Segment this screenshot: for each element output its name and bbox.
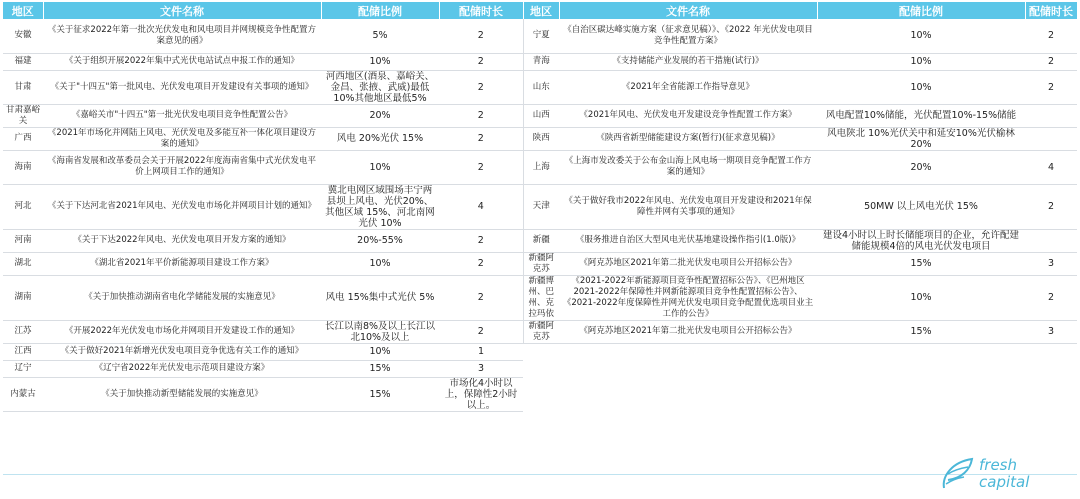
file-name-cell: 《关于加快推动湖南省电化学储能发展的实施意见》 bbox=[43, 275, 321, 320]
file-name-cell: 《自治区碳达峰实施方案（征求意见稿）》、《2022 年光伏发电项目竞争性配置方案》 bbox=[559, 19, 817, 53]
storage-ratio-cell: 20%-55% bbox=[321, 229, 439, 252]
file-name-cell: 《服务推进自治区大型风电光伏基地建设操作指引(1.0版)》 bbox=[559, 229, 817, 252]
table-row bbox=[3, 70, 1077, 104]
storage-ratio-cell: 长江以南8%及以上长江以北10%及以上 bbox=[321, 320, 439, 343]
header-storage-ratio: 配储比例 bbox=[817, 2, 1025, 19]
file-name-cell: 《关于下达2022年风电、光伏发电项目开发方案的通知》 bbox=[43, 229, 321, 252]
header-storage-ratio: 配储比例 bbox=[321, 2, 439, 19]
header-storage-duration: 配储时长 bbox=[439, 2, 523, 19]
storage-duration-cell: 2 bbox=[439, 70, 523, 104]
region-cell: 湖南 bbox=[3, 275, 43, 320]
storage-duration-cell: 2 bbox=[439, 320, 523, 343]
table-row bbox=[3, 320, 1077, 343]
file-name-cell: 《支持储能产业发展的若干措施(试行)》 bbox=[559, 53, 817, 70]
region-cell: 广西 bbox=[3, 127, 43, 150]
region-cell: 河南 bbox=[3, 229, 43, 252]
file-name-cell: 《2021年全省能源工作指导意见》 bbox=[559, 70, 817, 104]
fresh-capital-logo bbox=[938, 454, 1030, 494]
header-row bbox=[3, 2, 1077, 19]
file-name-cell: 《2021年风电、光伏发电开发建设竞争性配置工作方案》 bbox=[559, 104, 817, 127]
header-file-name: 文件名称 bbox=[559, 2, 817, 19]
storage-ratio-cell: 风电陕北 10%光伏关中和延安10%光伏榆林20% bbox=[817, 127, 1025, 150]
footer-divider bbox=[3, 474, 1077, 475]
storage-duration-cell: 2 bbox=[439, 252, 523, 275]
storage-ratio-cell: 15% bbox=[321, 360, 439, 377]
leaf-logo-icon bbox=[938, 456, 976, 492]
header-region: 地区 bbox=[3, 2, 43, 19]
empty-cell bbox=[523, 377, 1077, 411]
storage-duration-cell: 2 bbox=[439, 127, 523, 150]
region-cell: 宁夏 bbox=[523, 19, 559, 53]
header-file-name: 文件名称 bbox=[43, 2, 321, 19]
header-storage-duration: 配储时长 bbox=[1025, 2, 1077, 19]
storage-ratio-cell: 10% bbox=[321, 343, 439, 360]
logo-text-fresh: fresh bbox=[979, 456, 1017, 474]
file-name-cell: 《关于组织开展2022年集中式光伏电站试点申报工作的通知》 bbox=[43, 53, 321, 70]
file-name-cell: 《关于下达河北省2021年风电、光伏发电市场化并网项目计划的通知》 bbox=[43, 184, 321, 229]
storage-duration-cell: 4 bbox=[439, 184, 523, 229]
region-cell: 海南 bbox=[3, 150, 43, 184]
storage-ratio-cell: 10% bbox=[321, 53, 439, 70]
storage-duration-cell: 3 bbox=[1025, 252, 1077, 275]
storage-duration-cell bbox=[1025, 229, 1077, 252]
file-name-cell: 《海南省发展和改革委员会关于开展2022年度海南省集中式光伏发电平价上网项目工作的通知》 bbox=[43, 150, 321, 184]
region-cell: 山西 bbox=[523, 104, 559, 127]
table-row bbox=[3, 127, 1077, 150]
storage-duration-cell: 2 bbox=[439, 275, 523, 320]
file-name-cell: 《嘉峪关市"十四五"第一批光伏发电项目竞争性配置公告》 bbox=[43, 104, 321, 127]
storage-duration-cell: 1 bbox=[439, 343, 523, 360]
storage-duration-cell: 市场化4小时以上，保障性2小时以上。 bbox=[439, 377, 523, 411]
storage-ratio-cell: 冀北电网区域围场丰宁两县坝上风电、光伏20%、其他区域 15%、河北南网光伏 10% bbox=[321, 184, 439, 229]
storage-ratio-cell: 10% bbox=[817, 19, 1025, 53]
storage-duration-cell: 2 bbox=[1025, 275, 1077, 320]
empty-cell bbox=[523, 360, 1077, 377]
region-cell: 江西 bbox=[3, 343, 43, 360]
logo-text-capital: capital bbox=[979, 473, 1030, 491]
storage-duration-cell: 2 bbox=[1025, 53, 1077, 70]
region-cell: 山东 bbox=[523, 70, 559, 104]
empty-cell bbox=[523, 343, 1077, 360]
table-row bbox=[3, 252, 1077, 275]
storage-ratio-cell: 10% bbox=[817, 70, 1025, 104]
storage-duration-cell: 2 bbox=[1025, 70, 1077, 104]
file-name-cell: 《阿克苏地区2021年第二批光伏发电项目公开招标公告》 bbox=[559, 320, 817, 343]
table-row bbox=[3, 150, 1077, 184]
storage-duration-cell: 2 bbox=[1025, 184, 1077, 229]
region-cell: 新疆博州、巴州、克拉玛依 bbox=[523, 275, 559, 320]
region-cell: 安徽 bbox=[3, 19, 43, 53]
file-name-cell: 《关于"十四五"第一批风电、光伏发电项目开发建设有关事项的通知》 bbox=[43, 70, 321, 104]
table-row bbox=[3, 343, 1077, 360]
region-cell: 辽宁 bbox=[3, 360, 43, 377]
table-row bbox=[3, 184, 1077, 229]
region-cell: 青海 bbox=[523, 53, 559, 70]
storage-duration-cell: 2 bbox=[439, 150, 523, 184]
storage-policy-table bbox=[3, 2, 1078, 412]
storage-ratio-cell: 20% bbox=[321, 104, 439, 127]
file-name-cell: 《关于做好我市2022年风电、光伏发电项目开发建设和2021年保障性并网有关事项的通知》 bbox=[559, 184, 817, 229]
table-row bbox=[3, 377, 1077, 411]
storage-duration-cell: 2 bbox=[1025, 19, 1077, 53]
storage-ratio-cell: 风电配置10%储能，光伏配置10%-15%储能 bbox=[817, 104, 1025, 127]
storage-ratio-cell: 15% bbox=[321, 377, 439, 411]
storage-ratio-cell: 10% bbox=[817, 53, 1025, 70]
table-row bbox=[3, 19, 1077, 53]
region-cell: 新疆阿克苏 bbox=[523, 320, 559, 343]
region-cell: 天津 bbox=[523, 184, 559, 229]
storage-duration-cell bbox=[1025, 104, 1077, 127]
table-row bbox=[3, 229, 1077, 252]
table-row bbox=[3, 53, 1077, 70]
storage-ratio-cell: 5% bbox=[321, 19, 439, 53]
table-row bbox=[3, 275, 1077, 320]
storage-ratio-cell: 15% bbox=[817, 320, 1025, 343]
region-cell: 陕西 bbox=[523, 127, 559, 150]
storage-ratio-cell: 河西地区(酒泉、嘉峪关、金昌、张掖、武威)最低10%其他地区最低5% bbox=[321, 70, 439, 104]
storage-duration-cell: 3 bbox=[1025, 320, 1077, 343]
region-cell: 甘肃嘉峪关 bbox=[3, 104, 43, 127]
file-name-cell: 《辽宁省2022年光伏发电示范项目建设方案》 bbox=[43, 360, 321, 377]
storage-ratio-cell: 10% bbox=[817, 275, 1025, 320]
region-cell: 内蒙古 bbox=[3, 377, 43, 411]
region-cell: 福建 bbox=[3, 53, 43, 70]
storage-duration-cell: 2 bbox=[439, 229, 523, 252]
file-name-cell: 《关于征求2022年第一批次光伏发电和风电项目并网规模竞争性配置方案意见的函》 bbox=[43, 19, 321, 53]
table-row bbox=[3, 360, 1077, 377]
file-name-cell: 《关于做好2021年新增光伏发电项目竞争优选有关工作的通知》 bbox=[43, 343, 321, 360]
region-cell: 湖北 bbox=[3, 252, 43, 275]
file-name-cell: 《上海市发改委关于公布金山海上风电场一期项目竞争配置工作方案的通知》 bbox=[559, 150, 817, 184]
file-name-cell: 《开展2022年光伏发电市场化并网项目开发建设工作的通知》 bbox=[43, 320, 321, 343]
storage-ratio-cell: 10% bbox=[321, 252, 439, 275]
storage-duration-cell: 3 bbox=[439, 360, 523, 377]
storage-ratio-cell: 10% bbox=[321, 150, 439, 184]
storage-duration-cell: 2 bbox=[439, 19, 523, 53]
file-name-cell: 《陕西省新型储能建设方案(暂行)(征求意见稿)》 bbox=[559, 127, 817, 150]
storage-ratio-cell: 建设4小时以上时长储能项目的企业，允许配建储能规模4倍的风电光伏发电项目 bbox=[817, 229, 1025, 252]
region-cell: 江苏 bbox=[3, 320, 43, 343]
region-cell: 新疆阿克苏 bbox=[523, 252, 559, 275]
storage-ratio-cell: 风电 20%光伏 15% bbox=[321, 127, 439, 150]
storage-duration-cell: 4 bbox=[1025, 150, 1077, 184]
file-name-cell: 《关于加快推动新型储能发展的实施意见》 bbox=[43, 377, 321, 411]
storage-ratio-cell: 风电 15%集中式光伏 5% bbox=[321, 275, 439, 320]
file-name-cell: 《2021-2022年新能源项目竞争性配置招标公告》、《巴州地区2021-2022年保障性并网新能源项目竞争性配置招标公告》、《2021-2022年度保障性并网光伏发电项目竞争配置优选项目业主工作的公告》 bbox=[559, 275, 817, 320]
storage-duration-cell bbox=[1025, 127, 1077, 150]
region-cell: 新疆 bbox=[523, 229, 559, 252]
storage-ratio-cell: 20% bbox=[817, 150, 1025, 184]
region-cell: 甘肃 bbox=[3, 70, 43, 104]
storage-duration-cell: 2 bbox=[439, 53, 523, 70]
table-row bbox=[3, 104, 1077, 127]
storage-duration-cell: 2 bbox=[439, 104, 523, 127]
region-cell: 河北 bbox=[3, 184, 43, 229]
storage-ratio-cell: 15% bbox=[817, 252, 1025, 275]
header-region: 地区 bbox=[523, 2, 559, 19]
file-name-cell: 《阿克苏地区2021年第二批光伏发电项目公开招标公告》 bbox=[559, 252, 817, 275]
file-name-cell: 《湖北省2021年平价新能源项目建设工作方案》 bbox=[43, 252, 321, 275]
storage-ratio-cell: 50MW 以上风电光伏 15% bbox=[817, 184, 1025, 229]
file-name-cell: 《2021年市场化并网陆上风电、光伏发电及多能互补一体化项目建设方案的通知》 bbox=[43, 127, 321, 150]
region-cell: 上海 bbox=[523, 150, 559, 184]
